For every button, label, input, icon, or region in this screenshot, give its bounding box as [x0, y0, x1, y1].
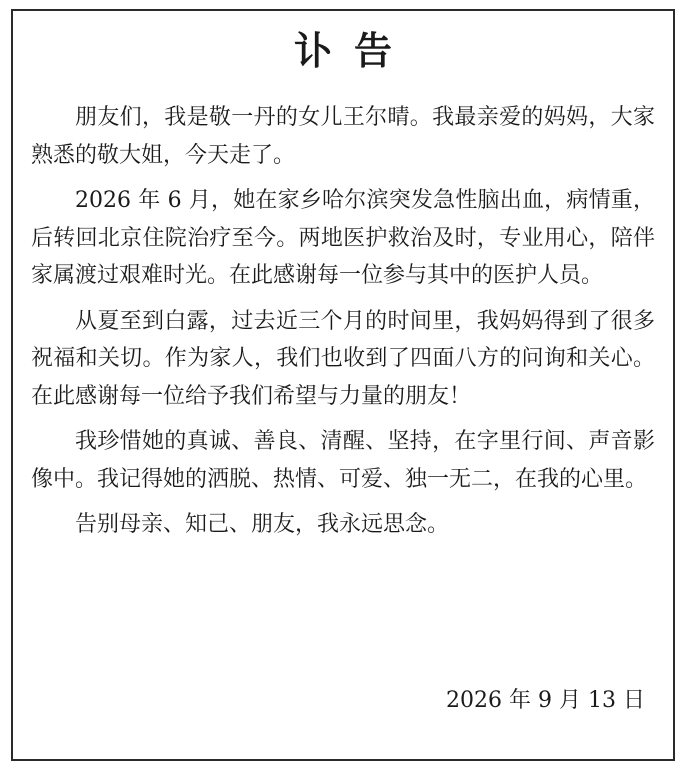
notice-body	[31, 99, 655, 552]
notice-title: 讣告	[293, 28, 414, 73]
notice-frame	[11, 9, 675, 761]
notice-date: 2026 年 9 月 13 日	[446, 688, 645, 713]
notice-paragraph-5: 告别母亲、知己、朋友，我永远思念。	[75, 512, 450, 537]
notice-paragraph-1: 朋友们，我是敬一丹的女儿王尔晴。我最亲爱的妈妈，大家熟悉的敬大姐，今天走了。	[31, 105, 655, 168]
notice-paragraph-4: 我珍惜她的真诚、善良、清醒、坚持，在字里行间、声音影像中。我记得她的洒脱、热情、可爱、独一无二，在我的心里。	[31, 429, 655, 492]
notice-paragraph-2: 2026 年 6 月，她在家乡哈尔滨突发急性脑出血，病情重，后转回北京住院治疗至今。两地医护救治及时，专业用心，陪伴家属渡过艰难时光。在此感谢每一位参与其中的医护人员。	[31, 188, 655, 288]
notice-paragraph-3: 从夏至到白露，过去近三个月的时间里，我妈妈得到了很多祝福和关切。作为家人，我们也收到了四面八方的问询和关心。在此感谢每一位给予我们希望与力量的朋友！	[31, 308, 655, 409]
